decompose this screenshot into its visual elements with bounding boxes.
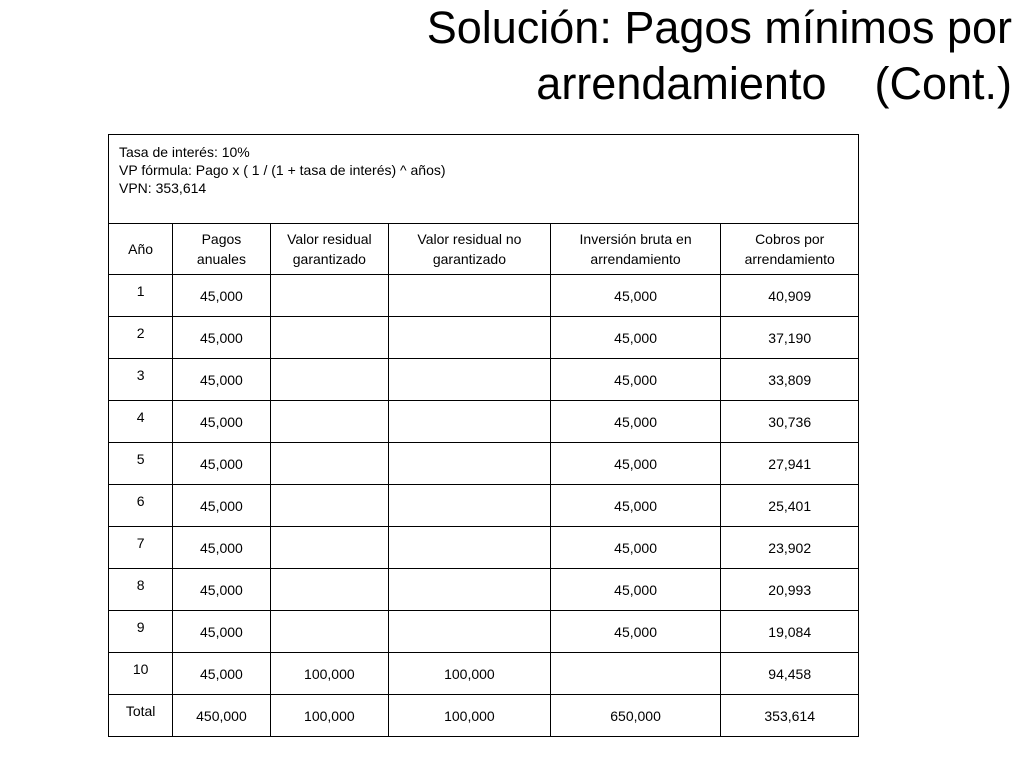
cell-unguaranteed-residual	[389, 611, 551, 653]
cell-gross-investment: 45,000	[550, 485, 721, 527]
header-guaranteed-residual: Valor residual garantizado	[270, 224, 388, 275]
slide-title-line1: Solución: Pagos mínimos por	[426, 2, 1012, 53]
cell-guaranteed-residual	[270, 317, 388, 359]
cell-payments: 45,000	[173, 401, 270, 443]
cell-payments: 45,000	[173, 569, 270, 611]
cell-payments: 45,000	[173, 317, 270, 359]
cell-year: Total	[109, 695, 173, 737]
header-year: Año	[109, 224, 173, 275]
cell-gross-investment	[550, 653, 721, 695]
cell-payments: 45,000	[173, 275, 270, 317]
cell-gross-investment: 45,000	[550, 527, 721, 569]
table-row	[109, 443, 859, 485]
cell-receivables: 23,902	[721, 527, 859, 569]
cell-unguaranteed-residual	[389, 401, 551, 443]
cell-gross-investment: 45,000	[550, 317, 721, 359]
cell-unguaranteed-residual: 100,000	[389, 695, 551, 737]
cell-payments: 45,000	[173, 359, 270, 401]
lease-table	[108, 134, 859, 737]
cell-guaranteed-residual	[270, 401, 388, 443]
cell-guaranteed-residual: 100,000	[270, 695, 388, 737]
cell-unguaranteed-residual	[389, 317, 551, 359]
cell-receivables: 33,809	[721, 359, 859, 401]
table-row	[109, 359, 859, 401]
table-row	[109, 485, 859, 527]
cell-receivables: 353,614	[721, 695, 859, 737]
cell-payments: 45,000	[173, 485, 270, 527]
header-gross-investment: Inversión bruta en arrendamiento	[550, 224, 721, 275]
cell-year: 8	[109, 569, 173, 611]
cell-year: 4	[109, 401, 173, 443]
cell-gross-investment: 45,000	[550, 359, 721, 401]
cell-year: 1	[109, 275, 173, 317]
cell-guaranteed-residual	[270, 359, 388, 401]
cell-unguaranteed-residual	[389, 443, 551, 485]
cell-year: 9	[109, 611, 173, 653]
cell-payments: 45,000	[173, 527, 270, 569]
info-row	[109, 135, 859, 224]
cell-payments: 45,000	[173, 611, 270, 653]
cell-guaranteed-residual	[270, 611, 388, 653]
cell-gross-investment: 45,000	[550, 275, 721, 317]
cell-receivables: 25,401	[721, 485, 859, 527]
total-row	[109, 695, 859, 737]
cell-year: 2	[109, 317, 173, 359]
cell-year: 5	[109, 443, 173, 485]
cell-receivables: 20,993	[721, 569, 859, 611]
cell-gross-investment: 45,000	[550, 611, 721, 653]
slide-title-line2	[112, 56, 1012, 112]
interest-rate-text: Tasa de interés: 10%	[119, 144, 250, 160]
cell-year: 7	[109, 527, 173, 569]
table-row	[109, 275, 859, 317]
table-row	[109, 527, 859, 569]
cell-guaranteed-residual: 100,000	[270, 653, 388, 695]
cell-receivables: 30,736	[721, 401, 859, 443]
npv-text: VPN: 353,614	[119, 180, 207, 196]
cell-year: 6	[109, 485, 173, 527]
cell-receivables: 94,458	[721, 653, 859, 695]
header-unguaranteed-residual: Valor residual no garantizado	[389, 224, 551, 275]
slide-title	[112, 0, 1012, 112]
table-row	[109, 317, 859, 359]
cell-unguaranteed-residual	[389, 275, 551, 317]
cell-guaranteed-residual	[270, 275, 388, 317]
table-row	[109, 611, 859, 653]
slide-title-line2-main: arrendamiento	[536, 58, 827, 109]
cell-gross-investment: 650,000	[550, 695, 721, 737]
cell-unguaranteed-residual: 100,000	[389, 653, 551, 695]
header-payments: Pagos anuales	[173, 224, 270, 275]
cell-receivables: 37,190	[721, 317, 859, 359]
header-receivables: Cobros por arrendamiento	[721, 224, 859, 275]
cell-gross-investment: 45,000	[550, 569, 721, 611]
table-row	[109, 569, 859, 611]
cell-year: 10	[109, 653, 173, 695]
cell-guaranteed-residual	[270, 485, 388, 527]
cell-guaranteed-residual	[270, 569, 388, 611]
table-row	[109, 653, 859, 695]
slide-title-line2-cont: (Cont.)	[874, 58, 1012, 109]
cell-gross-investment: 45,000	[550, 443, 721, 485]
cell-guaranteed-residual	[270, 443, 388, 485]
pv-formula-text: VP fórmula: Pago x ( 1 / (1 + tasa de interés) ^ años)	[119, 162, 446, 178]
cell-receivables: 40,909	[721, 275, 859, 317]
cell-receivables: 19,084	[721, 611, 859, 653]
cell-year: 3	[109, 359, 173, 401]
table-row	[109, 401, 859, 443]
cell-unguaranteed-residual	[389, 485, 551, 527]
cell-guaranteed-residual	[270, 527, 388, 569]
cell-receivables: 27,941	[721, 443, 859, 485]
cell-payments: 45,000	[173, 653, 270, 695]
cell-unguaranteed-residual	[389, 569, 551, 611]
header-row	[109, 224, 859, 275]
cell-gross-investment: 45,000	[550, 401, 721, 443]
cell-unguaranteed-residual	[389, 359, 551, 401]
info-cell	[109, 135, 859, 224]
cell-unguaranteed-residual	[389, 527, 551, 569]
cell-payments: 45,000	[173, 443, 270, 485]
cell-payments: 450,000	[173, 695, 270, 737]
